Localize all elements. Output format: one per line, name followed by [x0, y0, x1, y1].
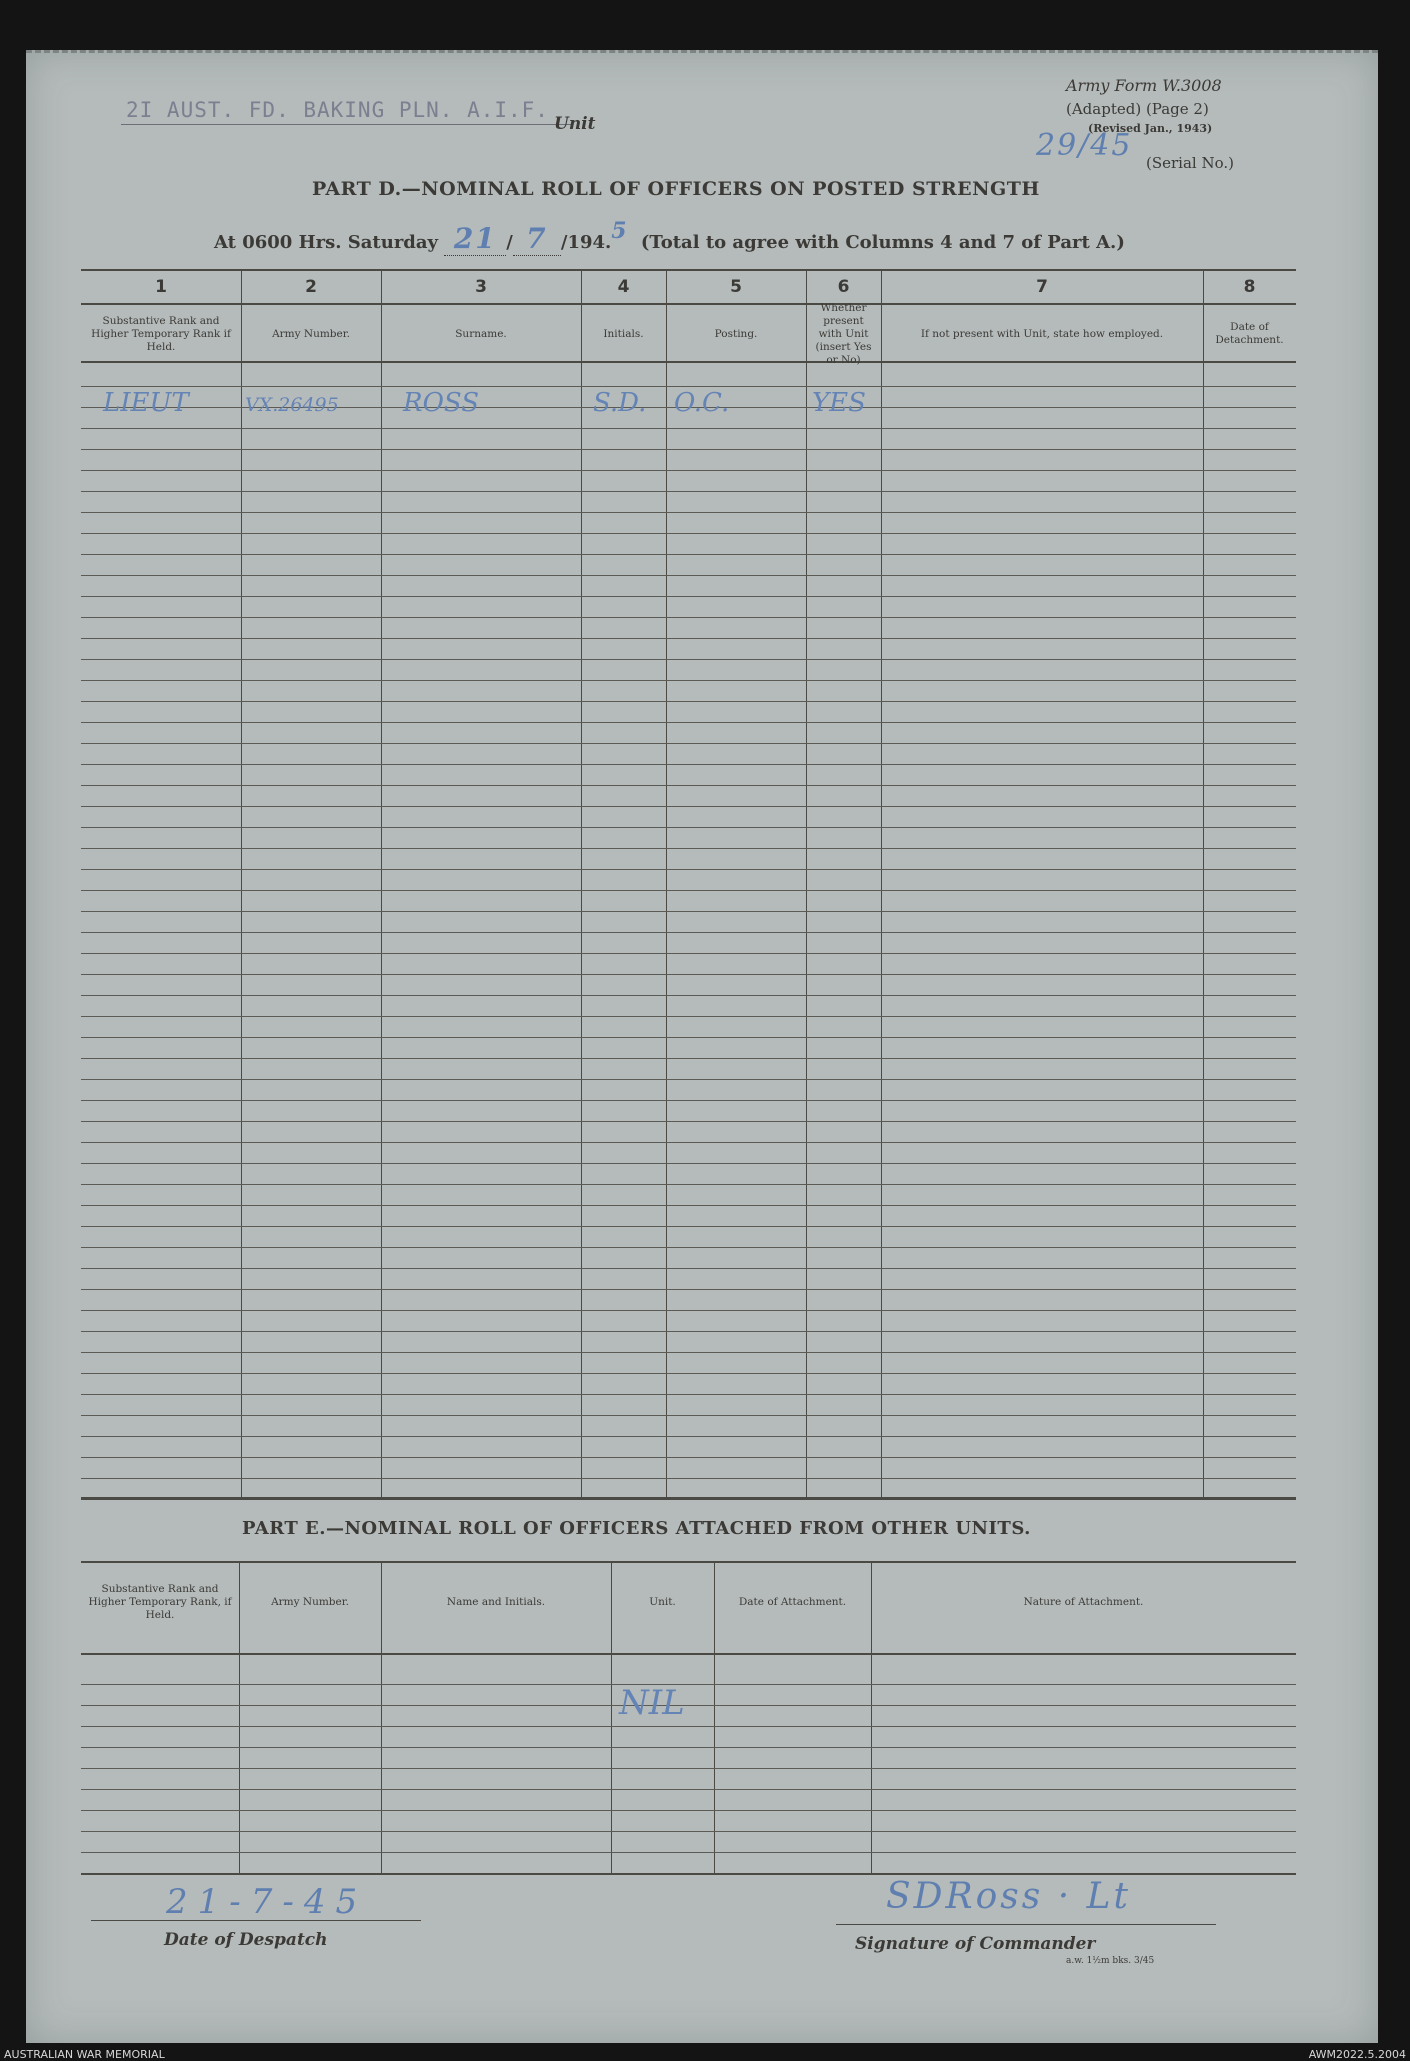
signature-line: [836, 1924, 1216, 1925]
row-line: [81, 848, 1296, 849]
commander-signature: SDRoss · Lt: [886, 1876, 1131, 1917]
row-line: [81, 1415, 1296, 1416]
row-line: [81, 1810, 1296, 1811]
row-line: [81, 869, 1296, 870]
row-line: [81, 1478, 1296, 1479]
unit-label: Unit: [554, 114, 596, 134]
entry-nil: NIL: [619, 1683, 685, 1723]
column-number: 8: [1243, 277, 1256, 297]
row-line: [81, 932, 1296, 933]
column-header: Whether present with Unit (insert Yes or No): [815, 301, 872, 366]
row-line: [81, 1684, 1296, 1685]
column-divider: [871, 1563, 872, 1873]
column-header: Date of Attachment.: [738, 1595, 847, 1608]
row-line: [81, 680, 1296, 681]
row-line: [81, 386, 1296, 387]
date-sep: /: [506, 232, 513, 253]
part-d-title: PART D.—NOMINAL ROLL OF OFFICERS ON POSTED STRENGTH: [312, 178, 1040, 200]
row-line: [81, 1852, 1296, 1853]
column-number: 3: [475, 277, 487, 297]
form-name: Army Form W.3008: [1066, 76, 1222, 95]
entry-surname: ROSS: [403, 388, 480, 418]
row-line: [81, 785, 1296, 786]
row-line: [81, 512, 1296, 513]
column-number: 2: [305, 277, 317, 297]
entry-rank: LIEUT: [103, 388, 189, 418]
date-year-printed: /194.: [560, 232, 612, 253]
row-line: [81, 617, 1296, 618]
column-divider: [611, 1563, 612, 1873]
column-divider: [381, 1563, 382, 1873]
column-divider: [239, 1563, 240, 1873]
part-e-title: PART E.—NOMINAL ROLL OF OFFICERS ATTACHED FROM OTHER UNITS.: [242, 1518, 1031, 1539]
row-line: [81, 470, 1296, 471]
date-month: 7: [513, 222, 561, 256]
row-line: [81, 1058, 1296, 1059]
entry-army-number: VX.26495: [245, 394, 339, 416]
row-line: [81, 1747, 1296, 1748]
row-line: [81, 1142, 1296, 1143]
row-line: [81, 1079, 1296, 1080]
row-line: [81, 1268, 1296, 1269]
row-line: [81, 995, 1296, 996]
date-line: [214, 218, 1125, 256]
column-header: Substantive Rank and Higher Temporary Rank, if Held.: [88, 1582, 232, 1621]
row-line: [81, 827, 1296, 828]
perforation-edge: [26, 50, 1378, 53]
date-day: 21: [444, 222, 506, 256]
unit-line: [121, 124, 571, 125]
row-line: [81, 1352, 1296, 1353]
column-header: Initials.: [603, 327, 644, 340]
header-divider: [81, 361, 1296, 363]
column-header: Army Number.: [272, 327, 350, 340]
column-number: 5: [730, 277, 742, 297]
column-divider: [381, 271, 382, 1497]
row-line: [81, 806, 1296, 807]
row-line: [81, 1331, 1296, 1332]
column-header: Nature of Attachment.: [1023, 1595, 1144, 1608]
despatch-date-handwritten: 21-7-45: [166, 1882, 368, 1922]
row-line: [81, 1310, 1296, 1311]
header-divider: [81, 1653, 1296, 1655]
row-line: [81, 638, 1296, 639]
column-header: If not present with Unit, state how employed.: [920, 327, 1164, 340]
column-divider: [1203, 271, 1204, 1497]
row-line: [81, 890, 1296, 891]
row-line: [81, 1226, 1296, 1227]
column-divider: [241, 271, 242, 1497]
row-line: [81, 953, 1296, 954]
column-divider: [581, 271, 582, 1497]
column-header: Substantive Rank and Higher Temporary Rank if Held.: [91, 314, 231, 353]
row-line: [81, 743, 1296, 744]
column-number: 7: [1036, 277, 1048, 297]
date-year-suffix: 5: [611, 218, 629, 244]
date-note: (Total to agree with Columns 4 and 7 of Part A.): [640, 232, 1125, 253]
column-divider: [806, 271, 807, 1497]
row-line: [81, 1705, 1296, 1706]
row-line: [81, 974, 1296, 975]
row-line: [81, 1205, 1296, 1206]
row-line: [81, 1163, 1296, 1164]
row-line: [81, 1768, 1296, 1769]
row-line: [81, 1726, 1296, 1727]
column-header: Surname.: [455, 327, 507, 340]
row-line: [81, 1016, 1296, 1017]
form-sheet: [26, 50, 1378, 2043]
row-line: [81, 1037, 1296, 1038]
row-line: [81, 1789, 1296, 1790]
part-e-table: [81, 1561, 1296, 1873]
column-header: Name and Initials.: [446, 1595, 546, 1608]
row-line: [81, 596, 1296, 597]
row-line: [81, 554, 1296, 555]
column-number: 1: [155, 277, 167, 297]
row-line: [81, 1457, 1296, 1458]
column-header: Date of Detachment.: [1215, 321, 1284, 346]
row-line: [81, 491, 1296, 492]
part-d-table: [81, 269, 1296, 1497]
form-revised: (Revised Jan., 1943): [1088, 122, 1213, 135]
row-line: [81, 1247, 1296, 1248]
entry-present: YES: [812, 388, 866, 418]
column-divider: [881, 271, 882, 1497]
table-bottom-border: [81, 1497, 1296, 1500]
table-bottom-border: [81, 1873, 1296, 1875]
column-divider: [666, 271, 667, 1497]
serial-label: (Serial No.): [1146, 154, 1234, 172]
unit-stamp: 2I AUST. FD. BAKING PLN. A.I.F.: [126, 98, 549, 122]
archive-label-left: AUSTRALIAN WAR MEMORIAL: [4, 2048, 165, 2061]
serial-number-handwritten: 29/45: [1036, 128, 1133, 163]
row-line: [81, 1289, 1296, 1290]
form-adapted: (Adapted) (Page 2): [1066, 100, 1209, 118]
commander-label: Signature of Commander: [855, 1934, 1096, 1954]
despatch-line: [91, 1920, 421, 1921]
row-line: [81, 1100, 1296, 1101]
row-line: [81, 911, 1296, 912]
row-line: [81, 1184, 1296, 1185]
column-number: 6: [837, 277, 850, 297]
despatch-label: Date of Despatch: [164, 1930, 328, 1950]
row-line: [81, 1831, 1296, 1832]
archive-label-right: AWM2022.5.2004: [1308, 2048, 1406, 2061]
row-line: [81, 722, 1296, 723]
row-line: [81, 1373, 1296, 1374]
header-divider: [81, 303, 1296, 305]
date-prefix: At 0600 Hrs. Saturday: [214, 232, 439, 253]
column-header: Posting.: [714, 327, 758, 340]
column-number: 4: [617, 277, 630, 297]
row-line: [81, 1436, 1296, 1437]
row-line: [81, 428, 1296, 429]
row-line: [81, 1121, 1296, 1122]
row-line: [81, 449, 1296, 450]
row-line: [81, 701, 1296, 702]
row-line: [81, 1394, 1296, 1395]
entry-initials: S.D.: [593, 388, 647, 418]
row-line: [81, 575, 1296, 576]
column-header: Unit.: [649, 1595, 676, 1608]
row-line: [81, 764, 1296, 765]
column-header: Army Number.: [271, 1595, 349, 1608]
entry-posting: O.C.: [674, 388, 730, 418]
row-line: [81, 533, 1296, 534]
printer-note: a.w. 1½m bks. 3/45: [1066, 1956, 1155, 1966]
column-divider: [714, 1563, 715, 1873]
row-line: [81, 659, 1296, 660]
